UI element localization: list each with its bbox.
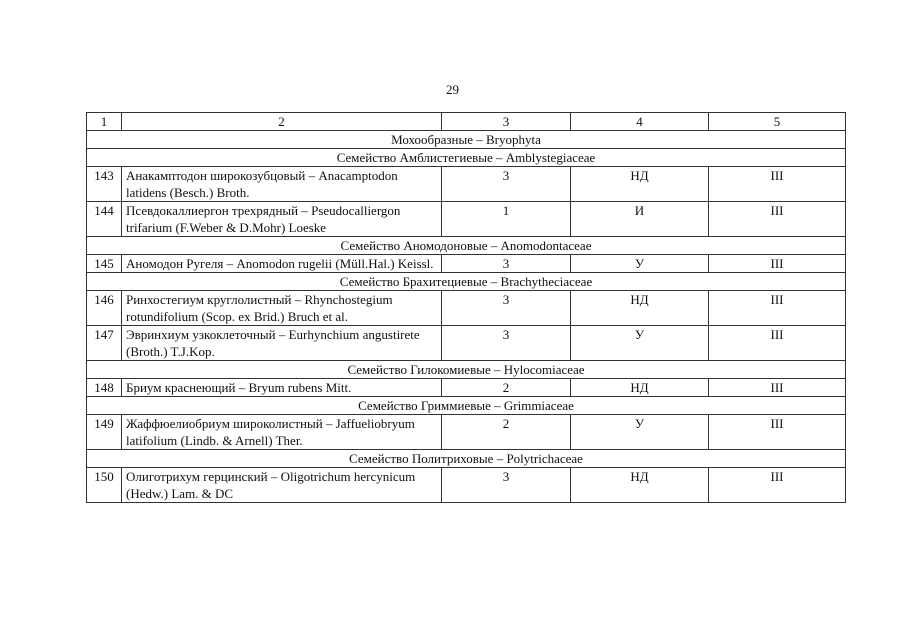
column-header-3: 3 (442, 113, 571, 131)
status-cell: У (571, 326, 709, 361)
family-title: Семейство Гилокомиевые – Hylocomiaceae (87, 361, 846, 379)
table-body (87, 113, 846, 503)
family-row (87, 361, 846, 379)
family-row (87, 149, 846, 167)
category-cell: 3 (442, 291, 571, 326)
species-name: Псевдокаллиергон трехрядный – Pseudocalliergon trifarium (F.Weber & D.Mohr) Loeske (122, 202, 442, 237)
status-cell: НД (571, 291, 709, 326)
status-cell: НД (571, 379, 709, 397)
column-header-5: 5 (709, 113, 846, 131)
division-row (87, 131, 846, 149)
family-row (87, 273, 846, 291)
priority-cell: III (709, 291, 846, 326)
species-row (87, 291, 846, 326)
family-title: Семейство Политриховые – Polytrichaceae (87, 450, 846, 468)
priority-cell: III (709, 255, 846, 273)
page-number: 29 (446, 82, 459, 97)
species-table (86, 112, 846, 503)
species-name: Олиготрихум герцинский – Oligotrichum hercynicum (Hedw.) Lam. & DC (122, 468, 442, 503)
family-title: Семейство Брахитециевые – Brachytheciaceae (87, 273, 846, 291)
species-row (87, 255, 846, 273)
family-row (87, 450, 846, 468)
priority-cell: III (709, 202, 846, 237)
species-name: Эвринхиум узкоклеточный – Eurhynchium angustirete (Broth.) T.J.Kop. (122, 326, 442, 361)
priority-cell: III (709, 167, 846, 202)
species-name: Аномодон Ругеля – Anomodon rugelii (Müll.Hal.) Keissl. (122, 255, 442, 273)
category-cell: 3 (442, 468, 571, 503)
division-title: Мохообразные – Bryophyta (87, 131, 846, 149)
category-cell: 3 (442, 326, 571, 361)
priority-cell: III (709, 415, 846, 450)
species-number: 145 (87, 255, 122, 273)
family-title: Семейство Амблистегиевые – Amblystegiaceae (87, 149, 846, 167)
species-name: Бриум краснеющий – Bryum rubens Mitt. (122, 379, 442, 397)
species-row (87, 326, 846, 361)
species-number: 146 (87, 291, 122, 326)
category-cell: 3 (442, 167, 571, 202)
family-row (87, 237, 846, 255)
category-cell: 3 (442, 255, 571, 273)
species-name: Жаффюелиобриум широколистный – Jaffueliobryum latifolium (Lindb. & Arnell) Ther. (122, 415, 442, 450)
priority-cell: III (709, 326, 846, 361)
priority-cell: III (709, 379, 846, 397)
species-number: 144 (87, 202, 122, 237)
category-cell: 1 (442, 202, 571, 237)
species-row (87, 415, 846, 450)
species-row (87, 202, 846, 237)
category-cell: 2 (442, 415, 571, 450)
species-row (87, 468, 846, 503)
column-header-1: 1 (87, 113, 122, 131)
family-title: Семейство Аномодоновые – Anomodontaceae (87, 237, 846, 255)
species-number: 143 (87, 167, 122, 202)
status-cell: И (571, 202, 709, 237)
column-header-4: 4 (571, 113, 709, 131)
status-cell: НД (571, 167, 709, 202)
header-row (87, 113, 846, 131)
species-name: Анакамптодон широкозубцовый – Anacamptodon latidens (Besch.) Broth. (122, 167, 442, 202)
priority-cell: III (709, 468, 846, 503)
species-number: 148 (87, 379, 122, 397)
species-number: 150 (87, 468, 122, 503)
status-cell: У (571, 255, 709, 273)
species-row (87, 167, 846, 202)
species-row (87, 379, 846, 397)
family-title: Семейство Гриммиевые – Grimmiaceae (87, 397, 846, 415)
species-name: Ринхостегиум круглолистный – Rhynchostegium rotundifolium (Scop. ex Brid.) Bruch et al. (122, 291, 442, 326)
category-cell: 2 (442, 379, 571, 397)
family-row (87, 397, 846, 415)
species-number: 149 (87, 415, 122, 450)
column-header-2: 2 (122, 113, 442, 131)
status-cell: У (571, 415, 709, 450)
species-number: 147 (87, 326, 122, 361)
status-cell: НД (571, 468, 709, 503)
